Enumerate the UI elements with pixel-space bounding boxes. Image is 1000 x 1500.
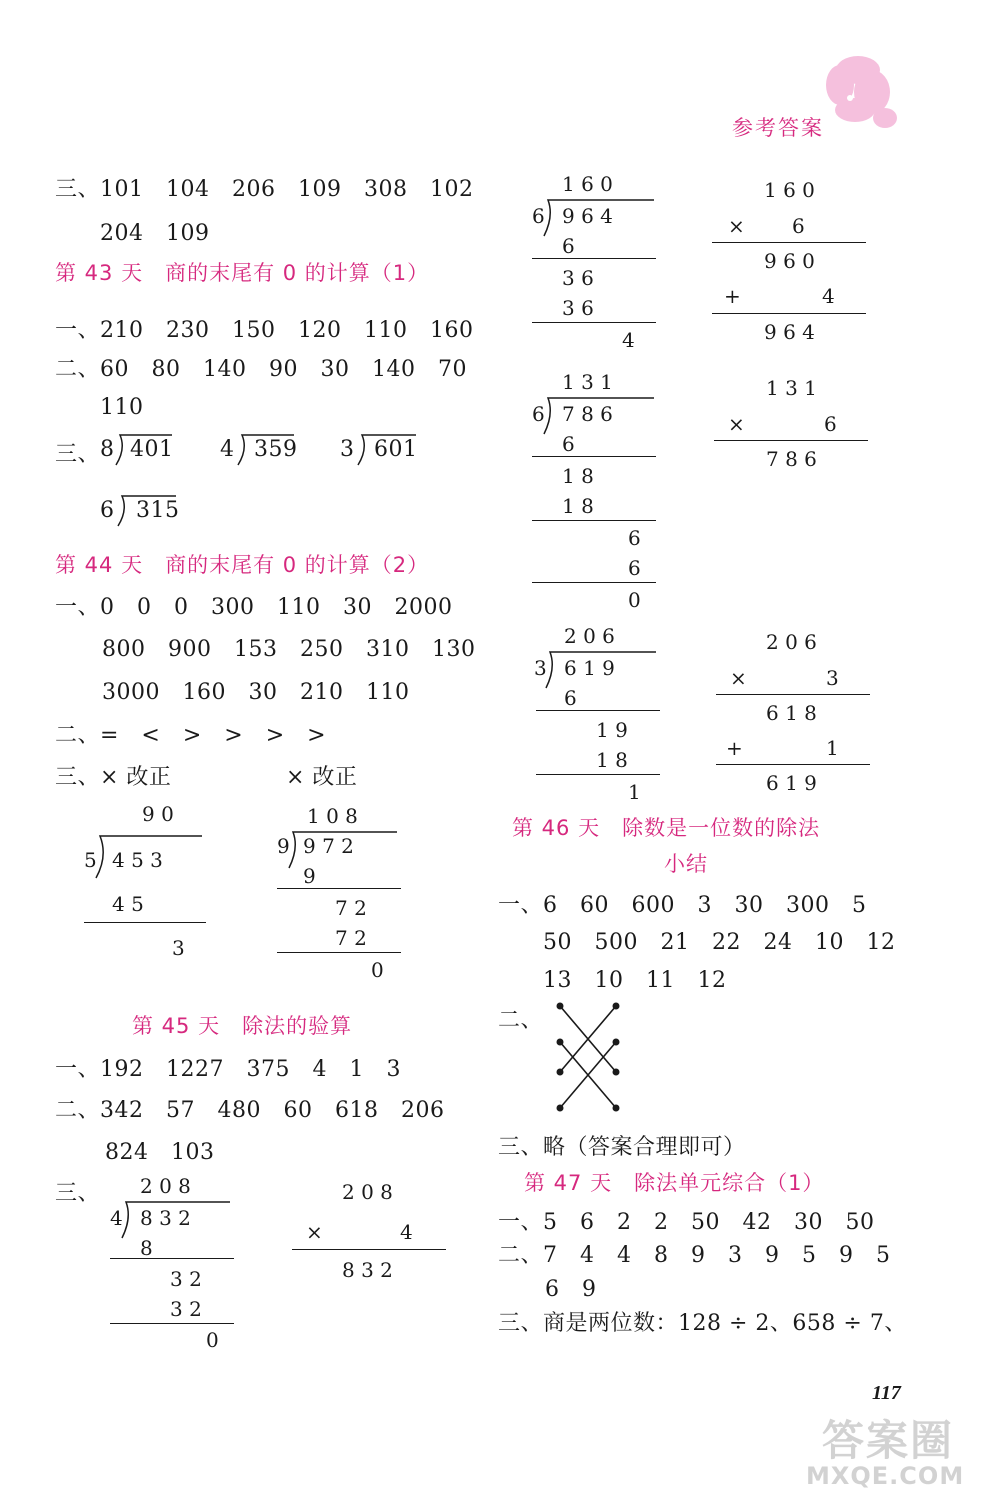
day45-answer-er: 二、342 57 480 60 618 206 (55, 1098, 445, 1123)
vertical-multiplication: 2 0 6 × 3 6 1 8 + 1 6 1 9 (716, 628, 874, 798)
day43-answer-yi: 一、210 230 150 120 110 160 (55, 318, 474, 343)
long-division: 9 0 5 4 5 3 4 5 3 (80, 800, 210, 970)
prev-answer-san-cont: 204 109 (100, 221, 210, 246)
day43-answer-san-label: 三、 (55, 442, 101, 467)
day44-answer-er: 二、= < > > > > (55, 723, 327, 748)
section-title-day47: 第 47 天 除法单元综合（1） (524, 1171, 825, 1195)
day47-answer-er-cont: 6 9 (545, 1277, 597, 1302)
day46-answer-yi-cont: 50 500 21 22 24 10 12 (543, 930, 896, 955)
prev-answer-san: 三、101 104 206 109 308 102 (55, 177, 474, 202)
long-division: 2 0 6 3 6 1 9 6 1 9 1 8 1 (532, 622, 662, 812)
long-division: 1 6 0 6 9 6 4 6 3 6 3 6 4 (530, 170, 660, 360)
flower-decoration-icon (810, 40, 910, 135)
section-title-day46: 第 46 天 除数是一位数的除法 (512, 816, 821, 840)
page-number: 117 (872, 1382, 901, 1404)
section-title-day46-cont: 小结 (664, 852, 708, 876)
division-bracket: 3 601 (340, 433, 350, 509)
day45-answer-yi: 一、192 1227 375 4 1 3 (55, 1057, 401, 1082)
day44-answer-yi: 一、0 0 0 300 110 30 2000 (55, 595, 453, 620)
day47-answer-er: 二、7 4 4 8 9 3 9 5 9 5 (498, 1243, 891, 1268)
watermark-logo: 答案圈 (822, 1416, 955, 1465)
day46-answer-yi-cont2: 13 10 11 12 (543, 968, 727, 993)
day43-answer-er-cont: 110 (100, 395, 144, 420)
division-bracket: 8 401 (100, 433, 110, 509)
section-title-day43: 第 43 天 商的末尾有 0 的计算（1） (55, 261, 430, 285)
day45-answer-san-label: 三、 (55, 1181, 101, 1206)
division-bracket: 6 315 (100, 494, 110, 570)
long-division: 1 3 1 6 7 8 6 6 1 8 1 8 6 6 0 (530, 368, 660, 618)
division-bracket: 4 359 (220, 433, 230, 509)
section-title-day44: 第 44 天 商的末尾有 0 的计算（2） (55, 553, 430, 577)
section-title-day45: 第 45 天 除法的验算 (132, 1014, 353, 1038)
day47-answer-san: 三、商是两位数：128 ÷ 2、658 ÷ 7、 (498, 1311, 907, 1336)
day45-answer-er-cont: 824 103 (105, 1140, 215, 1165)
header-title: 参考答案 (732, 116, 824, 140)
matching-lines-diagram (548, 996, 628, 1116)
day43-answer-er: 二、60 80 140 90 30 140 70 (55, 357, 467, 382)
day44-answer-san: 三、× 改正 (55, 765, 172, 790)
long-division: 2 0 8 4 8 3 2 8 3 2 3 2 0 (108, 1172, 238, 1352)
vertical-multiplication: 1 3 1 × 6 7 8 6 (714, 374, 872, 484)
day44-answer-san-b: × 改正 (286, 765, 358, 790)
day44-answer-yi-cont2: 3000 160 30 210 110 (102, 680, 410, 705)
day46-answer-er-label: 二、 (498, 1008, 544, 1033)
vertical-multiplication: 1 6 0 × 6 9 6 0 + 4 9 6 4 (712, 176, 870, 346)
day46-answer-yi: 一、6 60 600 3 30 300 5 (498, 893, 867, 918)
vertical-multiplication: 2 0 8 × 4 8 3 2 (290, 1178, 448, 1288)
long-division: 1 0 8 9 9 7 2 9 7 2 7 2 0 (275, 800, 405, 980)
watermark-url: MXQE.COM (806, 1462, 965, 1490)
day44-answer-yi-cont: 800 900 153 250 310 130 (102, 637, 476, 662)
day47-answer-yi: 一、5 6 2 2 50 42 30 50 (498, 1210, 875, 1235)
day46-answer-san: 三、略（答案合理即可） (498, 1135, 746, 1160)
